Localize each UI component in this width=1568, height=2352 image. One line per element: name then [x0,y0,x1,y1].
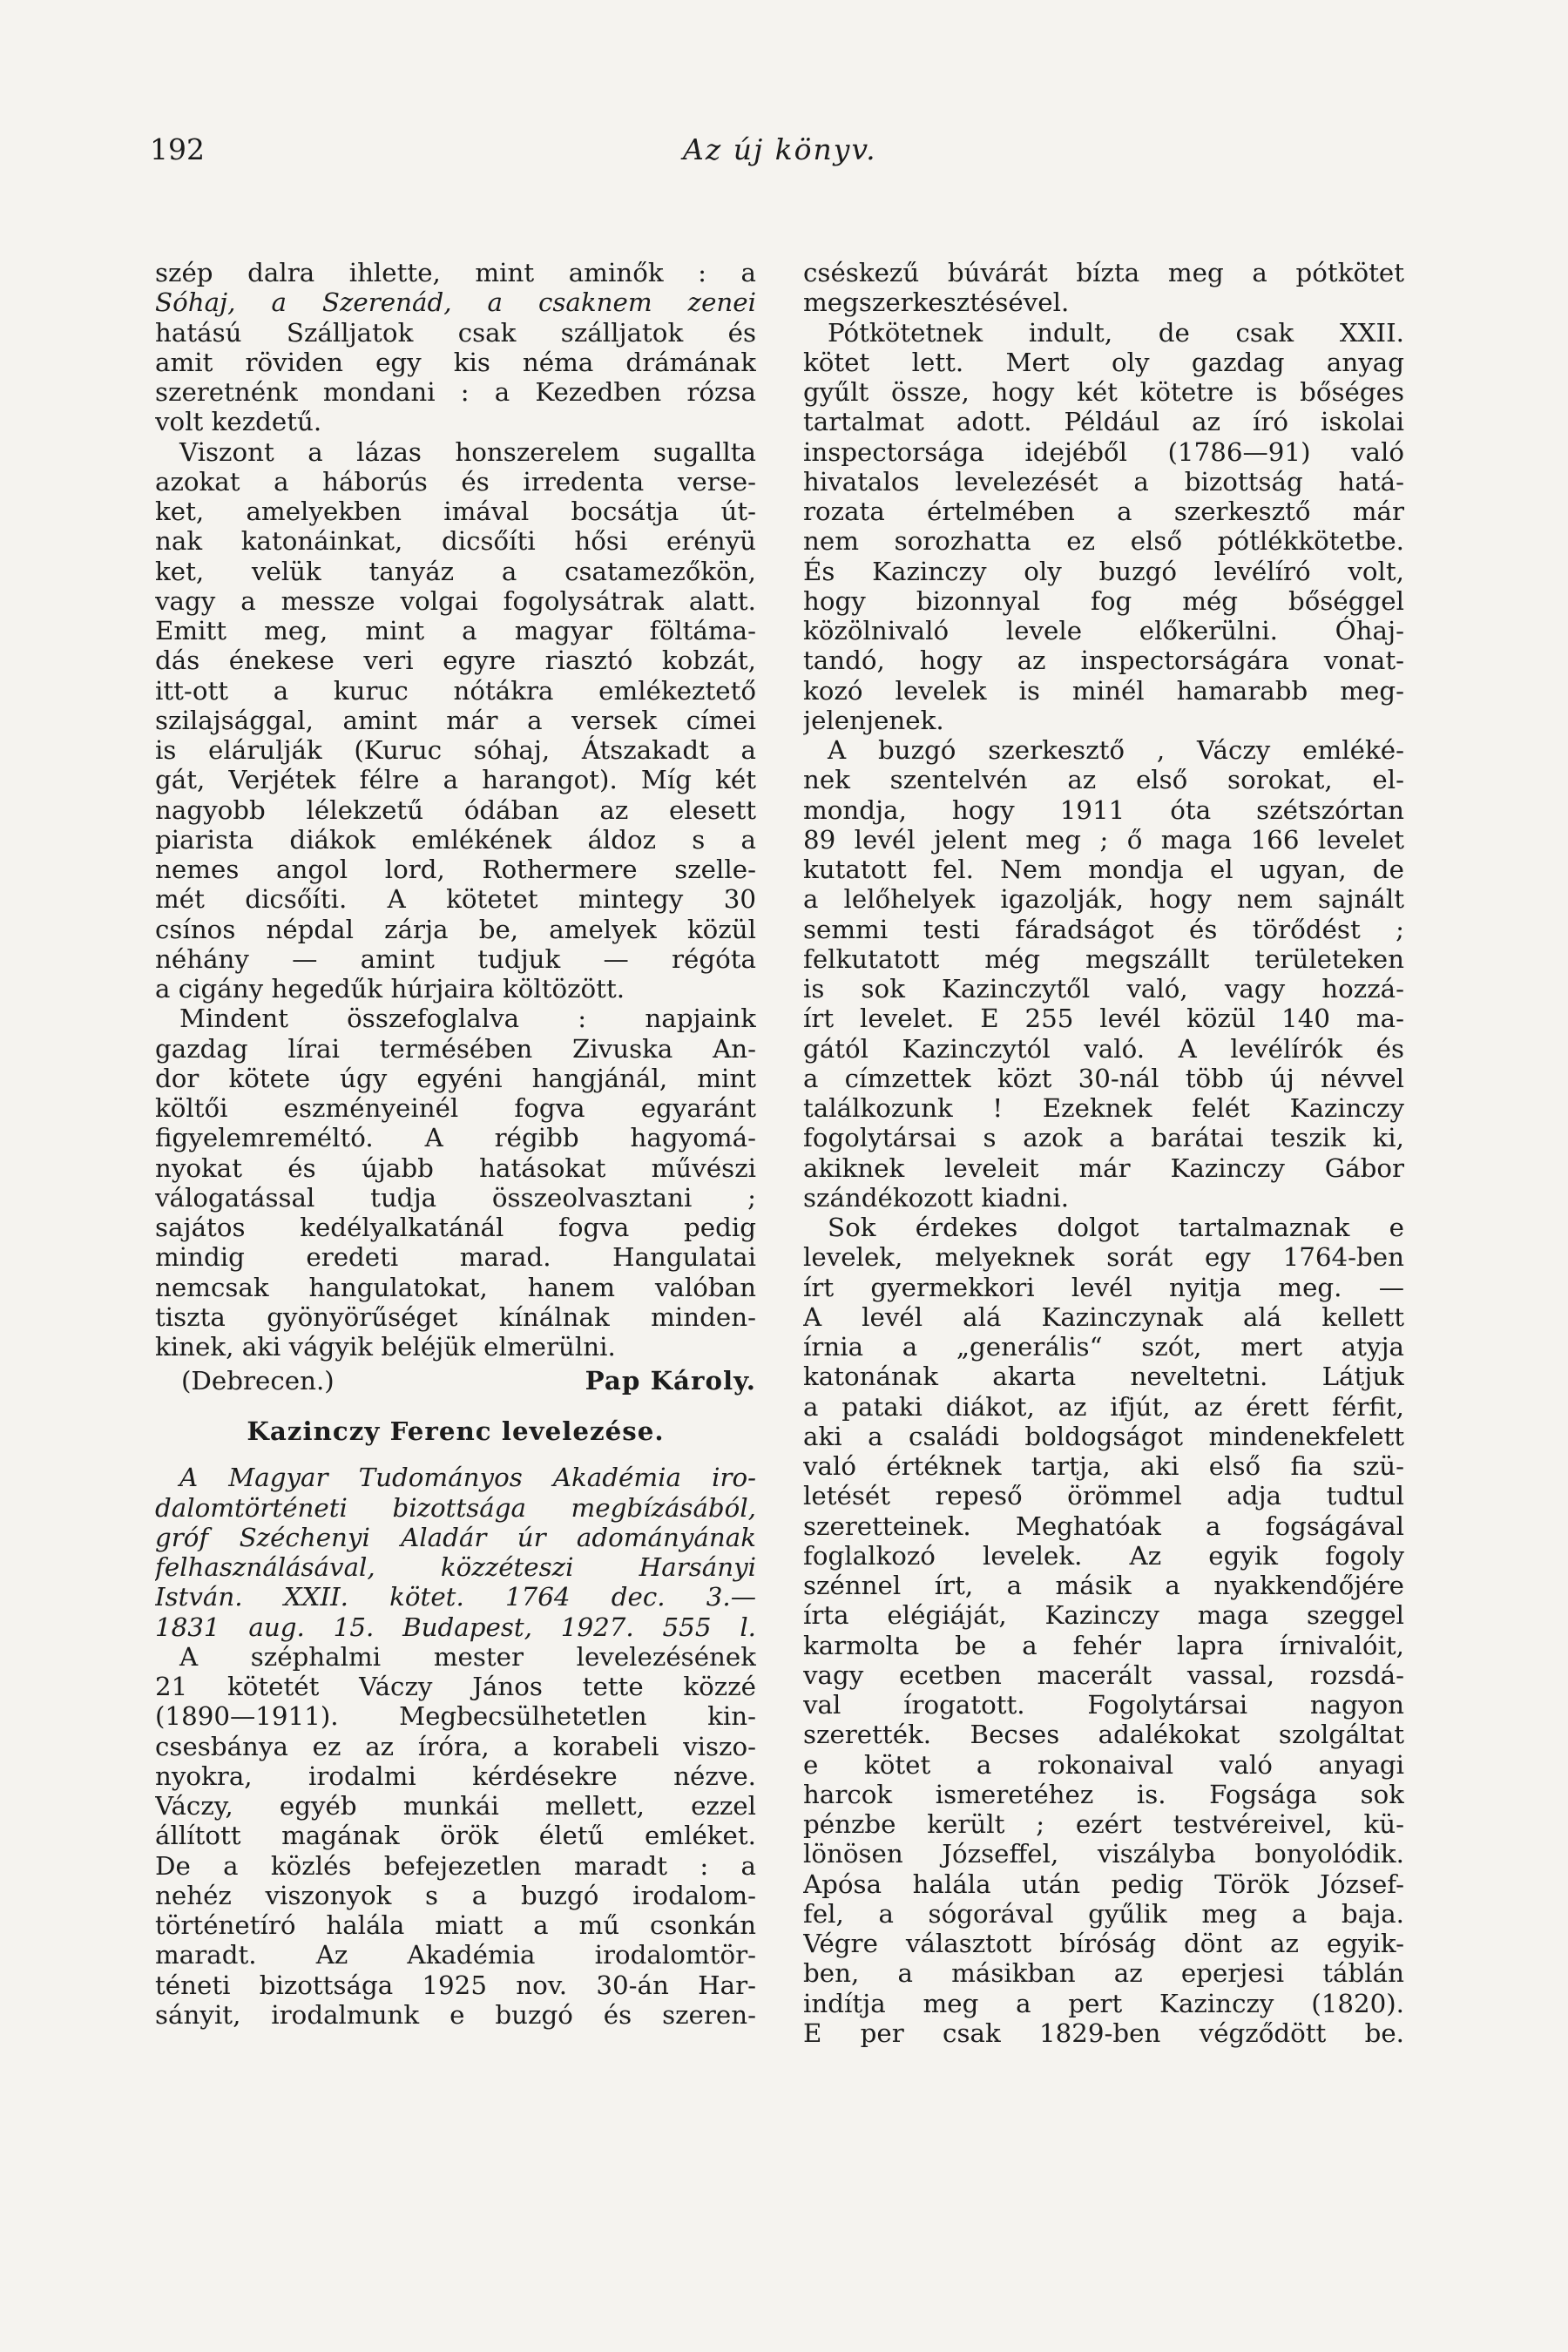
text-line: szilajsággal, amint már a versek címei [155,705,756,735]
text-line: hogy bizonnyal fog még bőséggel [803,585,1404,616]
text-line: maradt. Az Akadémia irodalomtör- [155,1940,756,1970]
text-line: aki a családi boldogságot mindenekfelett [803,1421,1404,1451]
text-line: fel, a sógorával gyűlik meg a baja. [803,1898,1404,1929]
text-line: E per csak 1829-ben végződött be. [803,2017,1404,2048]
text-line: ket, amelyekben imával bocsátja út- [155,497,756,526]
text-line: foglalkozó levelek. Az egyik fogoly [803,1540,1404,1571]
text-line: Pótkötetnek indult, de csak XXII. [828,317,1404,348]
text-line: nemes angol lord, Rothermere szelle- [155,855,756,884]
text-line: vagy ecetben macerált vassal, rozsdá- [803,1659,1404,1690]
text-line: is sok Kazinczytől való, vagy hozzá- [803,974,1404,1004]
text-line: azokat a háborús és irredenta verse- [155,466,756,497]
text-line: nagyobb lélekzetű ódában az elesett [155,794,756,825]
text-line: is elárulják (Kuruc sóhaj, Átszakadt a [155,735,756,765]
text-line: dor kötete úgy egyéni hangjánál, mint [155,1063,756,1093]
left-column [155,258,756,2030]
text-line: nak katonáinkat, dicsőíti hősi erényü [155,526,756,557]
text-line: inspectorsága idejéből (1786—91) való [803,436,1404,467]
text-line: Emitt meg, mint a magyar föltáma- [155,616,756,645]
text-line: írnia a „generális“ szót, mert atyja [803,1332,1404,1362]
text-line: Váczy, egyéb munkái mellett, ezzel [155,1791,756,1821]
text-line: figyelemreméltó. A régibb hagyomá- [155,1123,756,1153]
text-line: amit röviden egy kis néma drámának [155,347,756,377]
text-line: gától Kazinczytól való. A levélírók és [803,1033,1404,1064]
page-header [150,132,1418,176]
text-line: csesbánya ez az íróra, a korabeli viszo- [155,1731,756,1761]
text-line: kötet lett. Mert oly gazdag anyag [803,347,1404,377]
text-line: 89 levél jelent meg ; ő maga 166 levelet [803,824,1404,855]
text-line: mondja, hogy 1911 óta szétszórtan [803,794,1404,825]
text-line: Sóhaj, a Szerenád, a csaknem zenei [155,287,756,318]
text-line: költői eszményeinél fogva egyaránt [155,1093,756,1123]
text-line: levelek, melyeknek sorát egy 1764-ben [803,1242,1404,1273]
text-line: a lelőhelyek igazolják, hogy nem sajnált [803,884,1404,915]
text-line: gazdag lírai termésében Zivuska An- [155,1033,756,1064]
text-line: kozó levelek is minél hamarabb meg- [803,675,1404,706]
text-line: Végre választott bíróság dönt az egyik- [803,1929,1404,1958]
text-line: sányit, irodalmunk e buzgó és szeren- [155,1999,756,2030]
text-line: cséskezű búvárát bízta meg a pótkötet [803,258,1404,287]
text-line: megszerkesztésével. [803,287,1070,318]
text-line: És Kazinczy oly buzgó levélíró volt, [803,556,1404,586]
text-line: felhasználásával, közzéteszi Harsányi [155,1552,756,1582]
text-line: csínos népdal zárja be, amelyek közül [155,914,756,944]
text-line: állított magának örök életű emléket. [155,1821,756,1851]
text-line: gát, Verjétek félre a harangot). Míg két [155,765,756,795]
page-number: 192 [150,132,205,166]
text-line: 21 kötetét Váczy János tette közzé [155,1672,756,1701]
text-line: A buzgó szerkesztő , Váczy emléké- [828,735,1404,765]
text-line: írt levelet. E 255 levél közül 140 ma- [803,1004,1404,1034]
text-line: val írogatott. Fogolytársai nagyon [803,1690,1404,1720]
text-line: dás énekese veri egyre riasztó kobzát, [155,645,756,676]
text-line: rozata értelmében a szerkesztő már [803,497,1404,526]
text-line: téneti bizottsága 1925 nov. 30-án Har- [155,1970,756,2000]
review-author-signature: Pap Károly. [585,1365,756,1396]
text-line: szeretteinek. Meghatóak a fogságával [803,1511,1404,1541]
text-line: írt gyermekkori levél nyitja meg. — [803,1272,1404,1302]
text-line: akiknek leveleit már Kazinczy Gábor [803,1152,1404,1183]
running-title: Az új könyv. [683,132,877,166]
right-column [803,258,1404,2048]
text-line: nyokat és újabb hatásokat művészi [155,1152,756,1183]
text-line: semmi testi fáradságot és törődést ; [803,914,1404,944]
text-line: pénzbe került ; ezért testvéreivel, kü- [803,1809,1404,1839]
text-line: a cigány hegedűk húrjaira költözött. [155,974,625,1004]
text-line: tiszta gyönyörűséget kínálnak minden- [155,1301,756,1332]
review-signature-line [155,1362,756,1400]
text-line: találkozunk ! Ezeknek felét Kazinczy [803,1093,1404,1123]
text-line: való értéknek tartja, aki első fia szü- [803,1451,1404,1481]
text-line: Apósa halála után pedig Török József- [803,1869,1404,1899]
text-line: nem sorozhatta ez első pótlékkötetbe. [803,526,1404,557]
text-line: e kötet a rokonaival való anyagi [803,1749,1404,1780]
text-line: a pataki diákot, az ifjút, az érett férfit, [803,1391,1404,1422]
text-line: katonának akarta neveltetni. Látjuk [803,1362,1404,1392]
text-line: közölnivaló levele előkerülni. Óhaj- [803,616,1404,645]
text-line: nyokra, irodalmi kérdésekre nézve. [155,1761,756,1791]
text-line: írta elégiáját, Kazinczy maga szeggel [803,1600,1404,1631]
text-line: vagy a messze volgai fogolysátrak alatt. [155,585,756,616]
text-line: lönösen Józseffel, viszályba bonyolódik. [803,1839,1404,1869]
text-line: gyűlt össze, hogy két kötetre is bőséges [803,377,1404,407]
text-line: nek szentelvén az első sorokat, el- [803,765,1404,795]
text-line: jelenjenek. [803,705,944,735]
text-line: dalomtörténeti bizottsága megbízásából, [155,1492,756,1523]
text-line: Mindent összefoglalva : napjaink [179,1004,756,1034]
text-line: Viszont a lázas honszerelem sugallta [179,436,756,467]
text-line: indítja meg a pert Kazinczy (1820). [803,1988,1404,2018]
text-line: hatású Szálljatok csak szálljatok és [155,317,756,348]
review-heading: Kazinczy Ferenc levelezése. [247,1416,665,1447]
text-line: felkutatott még megszállt területeken [803,943,1404,974]
text-line: történetíró halála miatt a mű csonkán [155,1910,756,1940]
text-line: sajátos kedélyalkatánál fogva pedig [155,1213,756,1242]
text-line: hivatalos levelezését a bizottság hatá- [803,466,1404,497]
text-line: (1890—1911). Megbecsülhetetlen kin- [155,1701,756,1732]
text-line: kutatott fel. Nem mondja el ugyan, de [803,855,1404,884]
text-line: tandó, hogy az inspectorságára vonat- [803,645,1404,676]
text-line: szeretnénk mondani : a Kezedben rózsa [155,377,756,407]
text-line: mét dicsőíti. A kötetet mintegy 30 [155,884,756,915]
text-line: piarista diákok emlékének áldoz s a [155,824,756,855]
text-line: 1831 aug. 15. Budapest, 1927. 555 l. [155,1612,756,1642]
text-line: nemcsak hangulatokat, hanem valóban [155,1272,756,1302]
text-line: fogolytársai s azok a barátai teszik ki, [803,1123,1404,1153]
text-line: A levél alá Kazinczynak alá kellett [803,1301,1404,1332]
text-line: mindig eredeti marad. Hangulatai [155,1242,756,1273]
text-line: István. XXII. kötet. 1764 dec. 3.— [155,1582,756,1612]
text-line: De a közlés befejezetlen maradt : a [155,1850,756,1881]
text-line: szép dalra ihlette, mint aminők : a [155,258,756,287]
text-line: kinek, aki vágyik beléjük elmerülni. [155,1332,616,1362]
text-line: néhány — amint tudjuk — régóta [155,943,756,974]
text-line: tartalmat adott. Például az író iskolai [803,407,1404,437]
text-line: ket, velük tanyáz a csatamezőkön, [155,556,756,586]
text-line: szándékozott kiadni. [803,1182,1070,1213]
text-line: a címzettek közt 30-nál több új névvel [803,1063,1404,1093]
text-line: harcok ismeretéhez is. Fogsága sok [803,1779,1404,1809]
text-line: volt kezdetű. [155,407,322,437]
text-line: karmolta be a fehér lapra írnivalóit, [803,1630,1404,1660]
text-line: A Magyar Tudományos Akadémia iro- [179,1463,756,1493]
text-line: nehéz viszonyok s a buzgó irodalom- [155,1880,756,1910]
text-line: letését repeső örömmel adja tudtul [803,1481,1404,1511]
text-line: itt-ott a kuruc nótákra emlékeztető [155,675,756,706]
text-line: szerették. Becses adalékokat szolgáltat [803,1720,1404,1750]
text-line: Sok érdekes dolgot tartalmaznak e [828,1213,1404,1242]
text-line: válogatással tudja összeolvasztani ; [155,1182,756,1213]
review-location: (Debrecen.) [181,1366,335,1396]
text-line: gróf Széchenyi Aladár úr adományának [155,1522,756,1552]
text-line: szénnel írt, a másik a nyakkendőjére [803,1571,1404,1600]
text-line: A széphalmi mester levelezésének [179,1641,756,1672]
text-line: ben, a másikban az eperjesi táblán [803,1958,1404,1989]
